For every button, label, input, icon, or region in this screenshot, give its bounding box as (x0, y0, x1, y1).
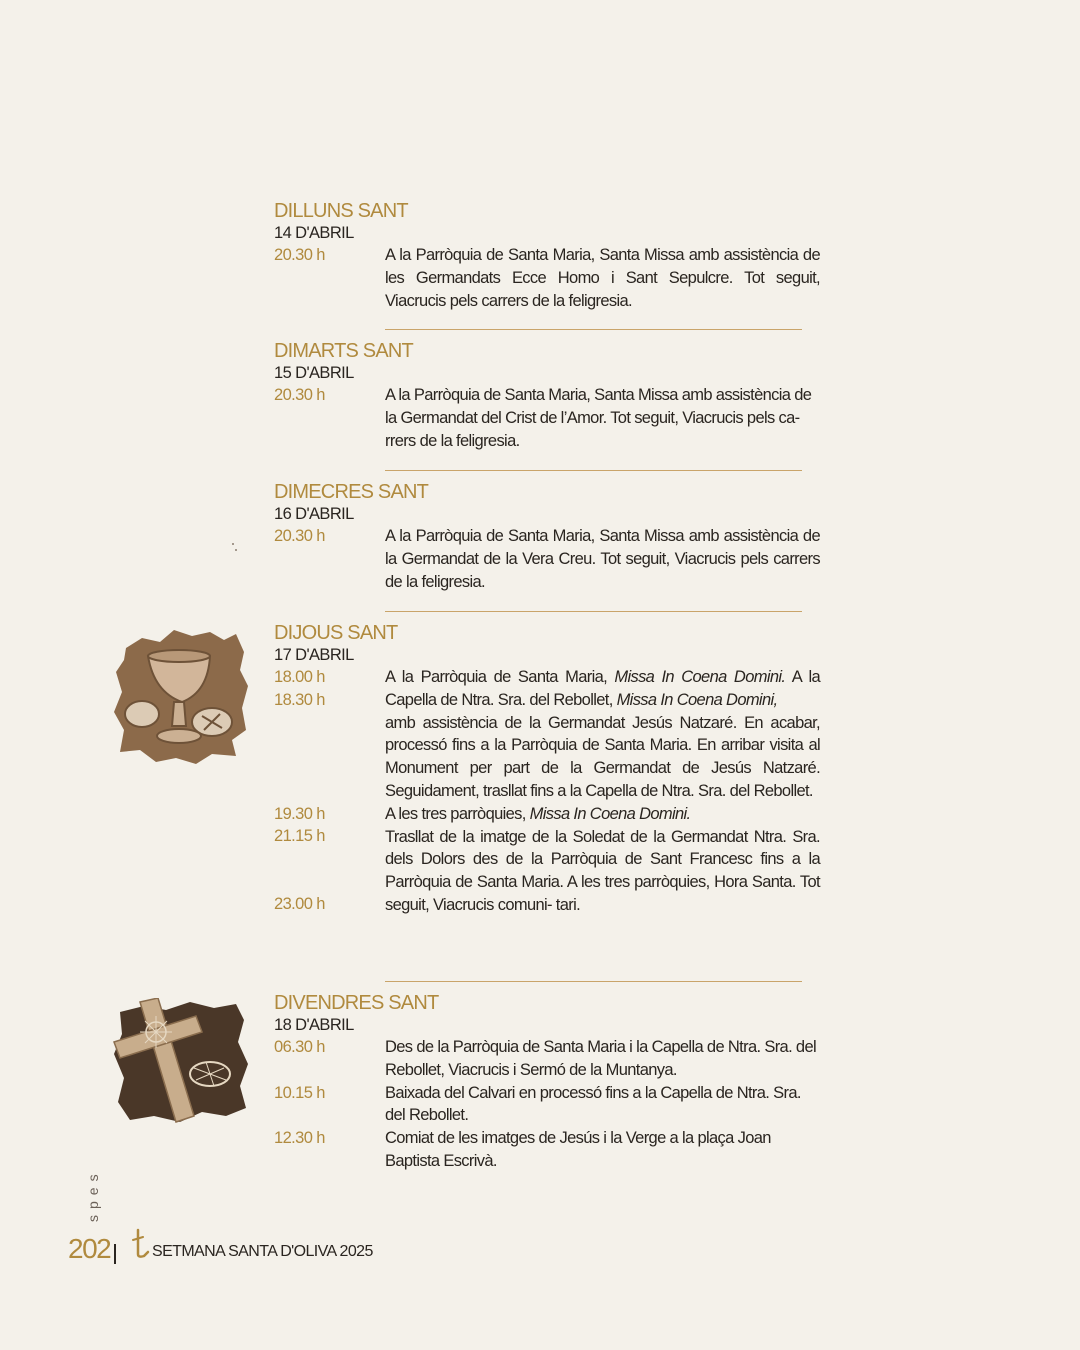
day-dilluns (274, 199, 820, 312)
time: 20.30 h (274, 527, 325, 545)
day-date: 15 D'ABRIL (274, 364, 354, 382)
schedule-row (274, 525, 820, 593)
day-title: DIMARTS SANT (274, 340, 413, 362)
decorative-dot (232, 543, 234, 545)
divider (385, 470, 802, 471)
brand-label: spes (85, 1168, 101, 1222)
divider (385, 329, 802, 330)
day-divendres (274, 991, 820, 1173)
event-description: A la Parròquia de Santa Maria, Santa Missa amb assistència de la Germandat de la Vera Creu. Tot seguit, Viacrucis pels carrers de la feligresia. (385, 527, 820, 591)
day-dijous (274, 621, 820, 917)
decorative-dot (235, 549, 237, 551)
paragraph: Trasllat de la imatge de la Soledat de la Germandat Ntra. Sra. dels Dolors des de la Parròquia de Sant Francesc fins a la Parròquia de Santa Maria. A les tres parròquies, Hora Santa. Tot seguit, Viacrucis comuni- tari. (385, 827, 820, 914)
chalice-bread-icon (112, 626, 250, 766)
spes-logo-icon (132, 1228, 150, 1260)
time: 20.30 h (274, 246, 325, 264)
publication-title: SETMANA SANTA D'OLIVA 2025 (152, 1243, 373, 1260)
day-dimecres (274, 480, 820, 593)
divider (114, 1244, 116, 1264)
event-description: Comiat de les imatges de Jesús i la Verge a la plaça Joan Baptista Escrivà. (385, 1129, 771, 1170)
time: 21.15 h (274, 827, 325, 846)
schedule-row (274, 1082, 820, 1128)
divider (385, 981, 802, 982)
day-date: 16 D'ABRIL (274, 505, 354, 523)
time: 10.15 h (274, 1083, 325, 1102)
divider (385, 611, 802, 612)
page-number: 202 (68, 1233, 111, 1264)
event-description (385, 666, 820, 917)
day-title: DIJOUS SANT (274, 622, 398, 644)
event-description: Baixada del Calvari en processó fins a la Capella de Ntra. Sra. del Rebollet. (385, 1083, 801, 1125)
day-date: 17 D'ABRIL (274, 646, 354, 664)
day-title: DIVENDRES SANT (274, 992, 439, 1014)
schedule-row (274, 666, 820, 917)
event-description: A la Parròquia de Santa Maria, Santa Missa amb assistència de les Germandats Ecce Homo i Sant Sepulcre. Tot seguit, Viacrucis pels carrers de la feligresia. (385, 246, 820, 310)
paragraph: A la Parròquia de Santa Maria, Missa In Coena Domini. A la Capella de Ntra. Sra. del Rebollet, Missa In Coena Domini, (385, 668, 820, 709)
schedule-row (274, 1036, 820, 1082)
day-title: DILLUNS SANT (274, 200, 408, 222)
day-date: 18 D'ABRIL (274, 1016, 354, 1034)
day-date: 14 D'ABRIL (274, 224, 354, 242)
paragraph: A les tres parròquies, Missa In Coena Domini. (385, 804, 691, 823)
event-description: A la Parròquia de Santa Maria, Santa Missa amb assistència de la Germandat del Crist de l’Amor. Tot seguit, Viacrucis pels ca-rrers de la feligresia. (385, 386, 812, 450)
cross-crown-of-thorns-icon (110, 998, 250, 1128)
schedule-row (274, 384, 820, 452)
time: 19.30 h (274, 804, 325, 823)
event-description: Des de la Parròquia de Santa Maria i la Capella de Ntra. Sra. del Rebollet, Viacrucis i Sermó de la Muntanya. (385, 1038, 817, 1079)
day-title: DIMECRES SANT (274, 481, 429, 503)
schedule-row (274, 244, 820, 312)
paragraph: amb assistència de la Germandat Jesús Natzaré. En acabar, processó fins a la Parròquia de Santa Maria. En arribar visita al Monument per part de la Germandat de Jesús Natzaré. Seguidament, trasllat fins a la Capella de Ntra. Sra. del Rebollet. (385, 713, 820, 800)
time: 20.30 h (274, 386, 325, 404)
time: 06.30 h (274, 1038, 325, 1056)
time: 12.30 h (274, 1129, 325, 1148)
schedule-row (274, 1127, 820, 1173)
time: 18.00 h (274, 668, 325, 686)
time: 23.00 h (274, 895, 325, 914)
day-dimarts (274, 339, 820, 452)
time: 18.30 h (274, 690, 325, 709)
